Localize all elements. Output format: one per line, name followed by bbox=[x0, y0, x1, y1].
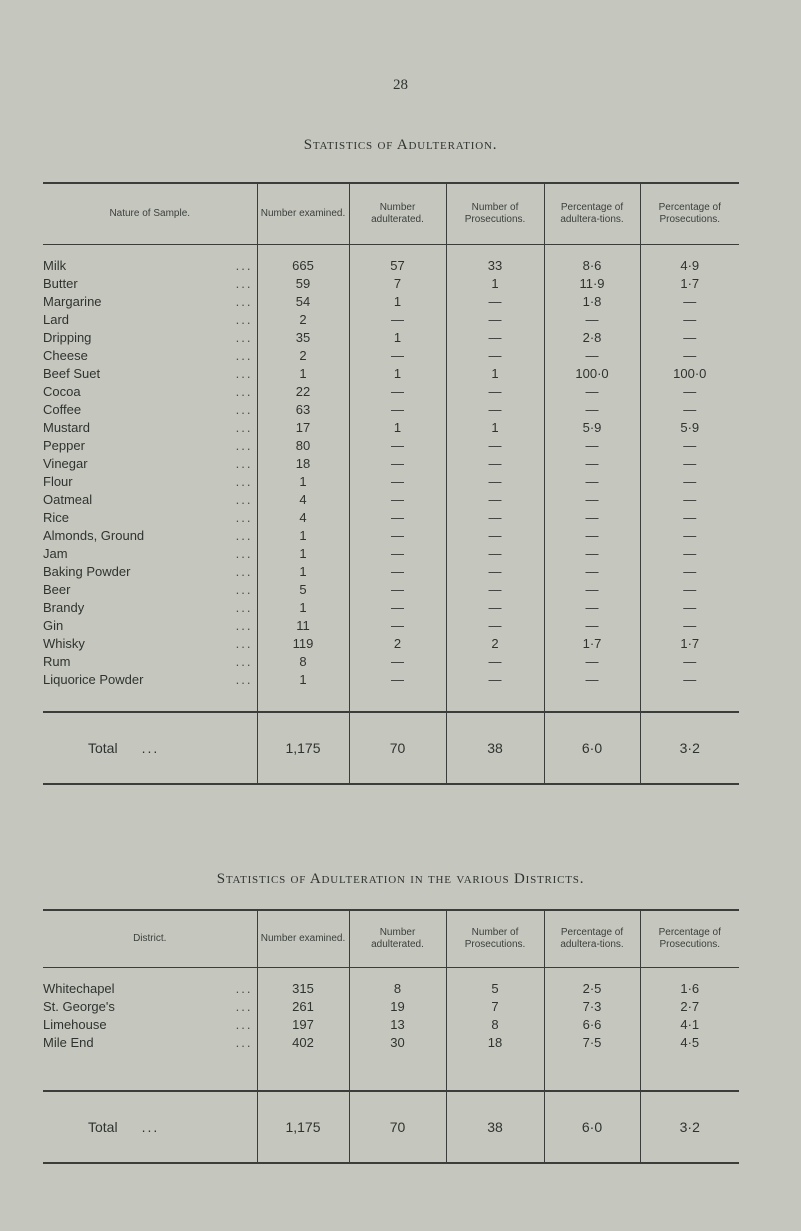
cell-adulterated: — bbox=[349, 383, 446, 401]
table-header-row bbox=[43, 183, 739, 245]
total-row bbox=[43, 712, 739, 784]
cell-prosecutions: 8 bbox=[446, 1016, 544, 1034]
cell-pct-adult: — bbox=[544, 671, 640, 689]
header-examined: Number examined. bbox=[257, 183, 349, 245]
row-name: Pepper bbox=[43, 438, 88, 453]
row-label bbox=[43, 545, 257, 563]
total-pct-pros: 3·2 bbox=[640, 1091, 739, 1163]
cell-examined: 80 bbox=[257, 437, 349, 455]
row-label bbox=[43, 980, 257, 998]
cell-pct-adult: — bbox=[544, 617, 640, 635]
row-name: Dripping bbox=[43, 330, 94, 345]
table2-title: Statistics of Adulteration in the various Districts. bbox=[216, 871, 585, 887]
cell-pct-adult: — bbox=[544, 473, 640, 491]
dot-leader: ... bbox=[235, 636, 253, 651]
table-row bbox=[43, 257, 739, 275]
row-name: Liquorice Powder bbox=[43, 672, 146, 687]
table-row bbox=[43, 293, 739, 311]
dot-leader: ... bbox=[235, 312, 253, 327]
dot-leader: ... bbox=[235, 456, 253, 471]
cell-adulterated: — bbox=[349, 437, 446, 455]
cell-adulterated: 19 bbox=[349, 998, 446, 1016]
cell-examined: 17 bbox=[257, 419, 349, 437]
row-name: Whisky bbox=[43, 636, 88, 651]
table-row bbox=[43, 653, 739, 671]
cell-pct-adult: 1·7 bbox=[544, 635, 640, 653]
dot-leader: ... bbox=[235, 366, 253, 381]
cell-pct-adult: — bbox=[544, 545, 640, 563]
row-label bbox=[43, 455, 257, 473]
cell-examined: 315 bbox=[257, 980, 349, 998]
cell-pct-adult: — bbox=[544, 437, 640, 455]
cell-adulterated: — bbox=[349, 491, 446, 509]
cell-pct-adult: — bbox=[544, 311, 640, 329]
cell-adulterated: 1 bbox=[349, 293, 446, 311]
table-row bbox=[43, 581, 739, 599]
table-row bbox=[43, 1016, 739, 1034]
dot-leader: ... bbox=[235, 294, 253, 309]
table-row bbox=[43, 1034, 739, 1052]
row-label bbox=[43, 581, 257, 599]
cell-prosecutions: — bbox=[446, 473, 544, 491]
cell-prosecutions: 1 bbox=[446, 365, 544, 383]
total-pct-adult: 6·0 bbox=[544, 1091, 640, 1163]
table-row bbox=[43, 275, 739, 293]
cell-pct-pros: — bbox=[640, 581, 739, 599]
row-label bbox=[43, 365, 257, 383]
cell-pct-adult: 2·5 bbox=[544, 980, 640, 998]
cell-examined: 261 bbox=[257, 998, 349, 1016]
cell-pct-pros: — bbox=[640, 599, 739, 617]
total-adulterated: 70 bbox=[349, 712, 446, 784]
row-label bbox=[43, 509, 257, 527]
dot-leader: ... bbox=[235, 474, 253, 489]
cell-adulterated: 30 bbox=[349, 1034, 446, 1052]
cell-examined: 11 bbox=[257, 617, 349, 635]
dot-leader: ... bbox=[235, 564, 253, 579]
cell-examined: 59 bbox=[257, 275, 349, 293]
cell-adulterated: 13 bbox=[349, 1016, 446, 1034]
header-prosecutions: Number of Prosecutions. bbox=[446, 183, 544, 245]
dot-leader: ... bbox=[235, 981, 253, 996]
row-label bbox=[43, 998, 257, 1016]
cell-pct-pros: — bbox=[640, 455, 739, 473]
dot-leader: ... bbox=[235, 276, 253, 291]
cell-prosecutions: — bbox=[446, 527, 544, 545]
dot-leader: ... bbox=[235, 420, 253, 435]
cell-examined: 35 bbox=[257, 329, 349, 347]
cell-prosecutions: — bbox=[446, 347, 544, 365]
row-label bbox=[43, 599, 257, 617]
cell-pct-adult: — bbox=[544, 599, 640, 617]
row-label bbox=[43, 347, 257, 365]
total-label: Total bbox=[88, 1119, 118, 1135]
table1-body bbox=[43, 245, 739, 785]
dot-leader: ... bbox=[235, 510, 253, 525]
header-pct-prosecutions: Percentage of Prosecutions. bbox=[640, 910, 739, 968]
total-pct-adult: 6·0 bbox=[544, 712, 640, 784]
cell-prosecutions: 1 bbox=[446, 419, 544, 437]
cell-adulterated: 2 bbox=[349, 635, 446, 653]
cell-pct-adult: — bbox=[544, 383, 640, 401]
row-name: Oatmeal bbox=[43, 492, 95, 507]
row-name: Jam bbox=[43, 546, 71, 561]
cell-adulterated: 1 bbox=[349, 365, 446, 383]
row-name: Limehouse bbox=[43, 1017, 110, 1032]
row-name: Vinegar bbox=[43, 456, 91, 471]
cell-pct-adult: — bbox=[544, 581, 640, 599]
row-label bbox=[43, 473, 257, 491]
cell-adulterated: — bbox=[349, 581, 446, 599]
cell-examined: 18 bbox=[257, 455, 349, 473]
row-name: Rice bbox=[43, 510, 72, 525]
cell-examined: 197 bbox=[257, 1016, 349, 1034]
cell-pct-pros: — bbox=[640, 401, 739, 419]
cell-adulterated: — bbox=[349, 545, 446, 563]
cell-pct-pros: — bbox=[640, 473, 739, 491]
row-name: Whitechapel bbox=[43, 981, 118, 996]
cell-pct-adult: — bbox=[544, 455, 640, 473]
table-row bbox=[43, 599, 739, 617]
row-name: Beer bbox=[43, 582, 73, 597]
table-row bbox=[43, 617, 739, 635]
row-name: Butter bbox=[43, 276, 81, 291]
cell-prosecutions: — bbox=[446, 293, 544, 311]
row-label bbox=[43, 311, 257, 329]
row-label bbox=[43, 293, 257, 311]
row-name: Baking Powder bbox=[43, 564, 133, 579]
cell-examined: 22 bbox=[257, 383, 349, 401]
cell-pct-pros: — bbox=[640, 545, 739, 563]
row-label bbox=[43, 1034, 257, 1052]
row-label bbox=[43, 437, 257, 455]
cell-adulterated: — bbox=[349, 311, 446, 329]
cell-pct-adult: — bbox=[544, 401, 640, 419]
cell-pct-pros: — bbox=[640, 671, 739, 689]
cell-examined: 1 bbox=[257, 545, 349, 563]
cell-examined: 2 bbox=[257, 311, 349, 329]
cell-pct-adult: 7·3 bbox=[544, 998, 640, 1016]
cell-adulterated: — bbox=[349, 527, 446, 545]
dot-leader: ... bbox=[141, 740, 160, 756]
header-pct-adulterations: Percentage of adultera-tions. bbox=[544, 183, 640, 245]
dot-leader: ... bbox=[235, 384, 253, 399]
row-name: Coffee bbox=[43, 402, 84, 417]
dot-leader: ... bbox=[235, 1017, 253, 1032]
cell-pct-adult: 2·8 bbox=[544, 329, 640, 347]
table2-body bbox=[43, 968, 739, 1164]
cell-adulterated: 1 bbox=[349, 329, 446, 347]
table-row bbox=[43, 998, 739, 1016]
row-label bbox=[43, 257, 257, 275]
table-row bbox=[43, 671, 739, 689]
cell-pct-adult: 100·0 bbox=[544, 365, 640, 383]
cell-pct-pros: 4·1 bbox=[640, 1016, 739, 1034]
total-label-cell bbox=[43, 1091, 257, 1163]
cell-prosecutions: 7 bbox=[446, 998, 544, 1016]
row-name: Almonds, Ground bbox=[43, 528, 147, 543]
cell-pct-adult: — bbox=[544, 491, 640, 509]
table-row bbox=[43, 329, 739, 347]
table1-title: Statistics of Adulteration. bbox=[303, 137, 498, 153]
row-name: St. George's bbox=[43, 999, 118, 1014]
cell-prosecutions: — bbox=[446, 401, 544, 419]
cell-pct-adult: — bbox=[544, 563, 640, 581]
cell-prosecutions: — bbox=[446, 329, 544, 347]
cell-examined: 402 bbox=[257, 1034, 349, 1052]
cell-pct-pros: 4·9 bbox=[640, 257, 739, 275]
table-row bbox=[43, 383, 739, 401]
cell-examined: 2 bbox=[257, 347, 349, 365]
row-label bbox=[43, 275, 257, 293]
row-label bbox=[43, 671, 257, 689]
row-name: Beef Suet bbox=[43, 366, 103, 381]
row-label bbox=[43, 383, 257, 401]
cell-examined: 1 bbox=[257, 473, 349, 491]
cell-pct-pros: — bbox=[640, 329, 739, 347]
cell-adulterated: 8 bbox=[349, 980, 446, 998]
row-name: Cheese bbox=[43, 348, 91, 363]
total-examined: 1,175 bbox=[257, 1091, 349, 1163]
cell-pct-adult: 11·9 bbox=[544, 275, 640, 293]
row-label bbox=[43, 527, 257, 545]
table-row bbox=[43, 563, 739, 581]
cell-examined: 665 bbox=[257, 257, 349, 275]
dot-leader: ... bbox=[235, 654, 253, 669]
cell-pct-adult: — bbox=[544, 653, 640, 671]
cell-prosecutions: 2 bbox=[446, 635, 544, 653]
cell-pct-pros: — bbox=[640, 491, 739, 509]
cell-pct-pros: — bbox=[640, 527, 739, 545]
header-nature: Nature of Sample. bbox=[43, 183, 257, 245]
dot-leader: ... bbox=[235, 258, 253, 273]
dot-leader: ... bbox=[235, 546, 253, 561]
cell-examined: 5 bbox=[257, 581, 349, 599]
cell-prosecutions: — bbox=[446, 383, 544, 401]
table-row bbox=[43, 545, 739, 563]
cell-adulterated: — bbox=[349, 455, 446, 473]
header-pct-prosecutions: Percentage of Prosecutions. bbox=[640, 183, 739, 245]
cell-pct-pros: 4·5 bbox=[640, 1034, 739, 1052]
row-name: Rum bbox=[43, 654, 73, 669]
cell-examined: 4 bbox=[257, 491, 349, 509]
cell-adulterated: 57 bbox=[349, 257, 446, 275]
cell-pct-pros: 1·7 bbox=[640, 275, 739, 293]
total-label-cell bbox=[43, 712, 257, 784]
cell-examined: 4 bbox=[257, 509, 349, 527]
dot-leader: ... bbox=[235, 1035, 253, 1050]
dot-leader: ... bbox=[235, 582, 253, 597]
cell-prosecutions: 5 bbox=[446, 980, 544, 998]
cell-pct-adult: — bbox=[544, 509, 640, 527]
cell-examined: 1 bbox=[257, 671, 349, 689]
cell-prosecutions: 1 bbox=[446, 275, 544, 293]
cell-prosecutions: — bbox=[446, 455, 544, 473]
dot-leader: ... bbox=[235, 672, 253, 687]
dot-leader: ... bbox=[235, 402, 253, 417]
row-name: Brandy bbox=[43, 600, 87, 615]
dot-leader: ... bbox=[235, 618, 253, 633]
table-row bbox=[43, 473, 739, 491]
table-row bbox=[43, 311, 739, 329]
cell-prosecutions: — bbox=[446, 671, 544, 689]
total-pct-pros: 3·2 bbox=[640, 712, 739, 784]
cell-pct-pros: — bbox=[640, 383, 739, 401]
cell-prosecutions: — bbox=[446, 311, 544, 329]
row-name: Mustard bbox=[43, 420, 93, 435]
cell-pct-adult: 5·9 bbox=[544, 419, 640, 437]
cell-examined: 1 bbox=[257, 563, 349, 581]
cell-adulterated: — bbox=[349, 509, 446, 527]
cell-adulterated: — bbox=[349, 599, 446, 617]
cell-adulterated: — bbox=[349, 653, 446, 671]
cell-examined: 54 bbox=[257, 293, 349, 311]
row-name: Milk bbox=[43, 258, 69, 273]
cell-adulterated: — bbox=[349, 617, 446, 635]
table-row bbox=[43, 347, 739, 365]
dot-leader: ... bbox=[235, 528, 253, 543]
cell-pct-pros: — bbox=[640, 509, 739, 527]
cell-pct-pros: — bbox=[640, 437, 739, 455]
row-name: Gin bbox=[43, 618, 66, 633]
cell-prosecutions: — bbox=[446, 437, 544, 455]
cell-pct-pros: — bbox=[640, 293, 739, 311]
dot-leader: ... bbox=[235, 330, 253, 345]
header-pct-adulterations: Percentage of adultera-tions. bbox=[544, 910, 640, 968]
cell-pct-pros: — bbox=[640, 311, 739, 329]
row-label bbox=[43, 419, 257, 437]
cell-pct-pros: — bbox=[640, 347, 739, 365]
dot-leader: ... bbox=[235, 438, 253, 453]
row-label bbox=[43, 563, 257, 581]
total-adulterated: 70 bbox=[349, 1091, 446, 1163]
cell-pct-pros: 1·7 bbox=[640, 635, 739, 653]
row-name: Mile End bbox=[43, 1035, 97, 1050]
total-row bbox=[43, 1091, 739, 1163]
dot-leader: ... bbox=[235, 348, 253, 363]
table-row bbox=[43, 455, 739, 473]
cell-prosecutions: — bbox=[446, 581, 544, 599]
cell-pct-adult: 7·5 bbox=[544, 1034, 640, 1052]
table-row bbox=[43, 365, 739, 383]
row-label bbox=[43, 653, 257, 671]
cell-prosecutions: 18 bbox=[446, 1034, 544, 1052]
dot-leader: ... bbox=[141, 1119, 160, 1135]
table-row bbox=[43, 980, 739, 998]
total-prosecutions: 38 bbox=[446, 1091, 544, 1163]
row-label bbox=[43, 1016, 257, 1034]
total-examined: 1,175 bbox=[257, 712, 349, 784]
cell-examined: 1 bbox=[257, 527, 349, 545]
row-label bbox=[43, 491, 257, 509]
cell-prosecutions: — bbox=[446, 653, 544, 671]
cell-pct-pros: — bbox=[640, 617, 739, 635]
table-row bbox=[43, 509, 739, 527]
table-header-row bbox=[43, 910, 739, 968]
cell-examined: 8 bbox=[257, 653, 349, 671]
cell-pct-pros: 5·9 bbox=[640, 419, 739, 437]
cell-pct-pros: 100·0 bbox=[640, 365, 739, 383]
cell-pct-adult: 6·6 bbox=[544, 1016, 640, 1034]
row-label bbox=[43, 617, 257, 635]
district-table bbox=[43, 909, 739, 1164]
page-number: 28 bbox=[393, 77, 408, 93]
header-adulterated: Number adulterated. bbox=[349, 910, 446, 968]
table-row bbox=[43, 437, 739, 455]
cell-prosecutions: — bbox=[446, 599, 544, 617]
header-adulterated: Number adulterated. bbox=[349, 183, 446, 245]
cell-examined: 1 bbox=[257, 365, 349, 383]
dot-leader: ... bbox=[235, 999, 253, 1014]
cell-pct-pros: — bbox=[640, 653, 739, 671]
cell-adulterated: — bbox=[349, 347, 446, 365]
cell-pct-adult: — bbox=[544, 347, 640, 365]
row-name: Cocoa bbox=[43, 384, 84, 399]
adulteration-table bbox=[43, 182, 739, 785]
cell-adulterated: 7 bbox=[349, 275, 446, 293]
table-row bbox=[43, 401, 739, 419]
cell-pct-adult: 1·8 bbox=[544, 293, 640, 311]
cell-pct-pros: — bbox=[640, 563, 739, 581]
row-label bbox=[43, 635, 257, 653]
cell-adulterated: — bbox=[349, 563, 446, 581]
row-name: Flour bbox=[43, 474, 76, 489]
cell-prosecutions: — bbox=[446, 617, 544, 635]
header-examined: Number examined. bbox=[257, 910, 349, 968]
cell-pct-adult: — bbox=[544, 527, 640, 545]
cell-pct-pros: 1·6 bbox=[640, 980, 739, 998]
total-label: Total bbox=[88, 740, 118, 756]
cell-examined: 119 bbox=[257, 635, 349, 653]
table-row bbox=[43, 419, 739, 437]
cell-adulterated: — bbox=[349, 671, 446, 689]
row-name: Margarine bbox=[43, 294, 105, 309]
cell-prosecutions: — bbox=[446, 545, 544, 563]
cell-examined: 1 bbox=[257, 599, 349, 617]
row-label bbox=[43, 401, 257, 419]
table-row bbox=[43, 635, 739, 653]
dot-leader: ... bbox=[235, 600, 253, 615]
cell-adulterated: 1 bbox=[349, 419, 446, 437]
cell-pct-pros: 2·7 bbox=[640, 998, 739, 1016]
dot-leader: ... bbox=[235, 492, 253, 507]
cell-pct-adult: 8·6 bbox=[544, 257, 640, 275]
total-prosecutions: 38 bbox=[446, 712, 544, 784]
cell-prosecutions: — bbox=[446, 563, 544, 581]
table-row bbox=[43, 527, 739, 545]
cell-examined: 63 bbox=[257, 401, 349, 419]
cell-prosecutions: 33 bbox=[446, 257, 544, 275]
cell-prosecutions: — bbox=[446, 509, 544, 527]
row-name: Lard bbox=[43, 312, 72, 327]
cell-adulterated: — bbox=[349, 473, 446, 491]
header-prosecutions: Number of Prosecutions. bbox=[446, 910, 544, 968]
cell-adulterated: — bbox=[349, 401, 446, 419]
header-district: District. bbox=[43, 910, 257, 968]
table-row bbox=[43, 491, 739, 509]
cell-prosecutions: — bbox=[446, 491, 544, 509]
row-label bbox=[43, 329, 257, 347]
